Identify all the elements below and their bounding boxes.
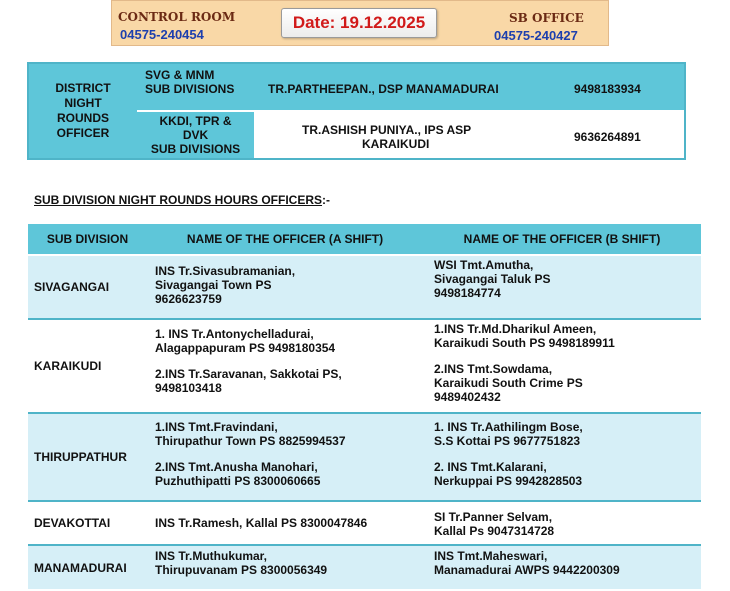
control-room-phone: 04575-240454 — [120, 27, 204, 42]
officer-line: Sivagangai Taluk PS — [434, 272, 551, 286]
district-title-line: NIGHT — [64, 96, 102, 110]
officer-line: 9498103418 — [155, 381, 222, 395]
officer-line: Alagappapuram PS 9498180354 — [155, 341, 336, 355]
officer-line: 1.INS Tmt.Fravindani, — [155, 420, 278, 434]
column-header: NAME OF THE OFFICER (A SHIFT) — [147, 224, 423, 255]
table-row — [28, 319, 701, 413]
table-row — [28, 545, 701, 589]
officer-line: INS Tr.Muthukumar, — [155, 549, 268, 563]
sub-division-cell: SIVAGANGAI — [28, 255, 147, 319]
sub-division-cell: KARAIKUDI — [28, 319, 147, 413]
officer-line: 1. INS Tr.Antonychelladurai, — [155, 327, 314, 341]
district-row-1 — [137, 64, 684, 110]
officer-line: SI Tr.Panner Selvam, — [434, 510, 553, 524]
header-banner — [111, 0, 609, 46]
sub-division-label: DVK — [182, 128, 209, 142]
sub-division-cell: MANAMADURAI — [28, 545, 147, 589]
officer-line: Kallal Ps 9047314728 — [434, 524, 555, 538]
officer-line: Manamadurai AWPS 9442200309 — [434, 563, 620, 577]
district-officer-box — [27, 62, 686, 160]
a-shift-cell — [147, 255, 423, 319]
sub-division-table — [28, 224, 701, 589]
b-shift-cell — [423, 545, 701, 589]
officer-line: INS Tr.Ramesh, Kallal PS 8300047846 — [155, 516, 368, 530]
control-room-label: CONTROL ROOM — [118, 10, 236, 24]
officer-line: INS Tmt.Maheswari, — [434, 549, 548, 563]
a-shift-cell — [147, 319, 423, 413]
officer-line: WSI Tmt.Amutha, — [434, 258, 534, 272]
a-shift-cell — [147, 501, 423, 545]
officer-line: 9489402432 — [434, 390, 501, 404]
officer-line: 2.INS Tmt.Anusha Manohari, — [155, 460, 318, 474]
officer-line: 2.INS Tmt.Sowdama, — [434, 362, 553, 376]
officer-line: 1.INS Tr.Md.Dharikul Ameen, — [434, 322, 597, 336]
a-shift-cell — [147, 413, 423, 501]
b-shift-cell — [423, 319, 701, 413]
date-box: Date: 19.12.2025 — [281, 8, 437, 38]
district-title-line: DISTRICT — [55, 81, 111, 95]
table-header-row — [28, 224, 701, 255]
officer-line: 9498184774 — [434, 286, 501, 300]
officer-line: 2. INS Tmt.Kalarani, — [434, 460, 547, 474]
district-title-line: OFFICER — [56, 126, 110, 140]
officer-line: 9626623759 — [155, 292, 222, 306]
district-title-line: ROUNDS — [56, 111, 109, 125]
section-title-suffix: :- — [322, 193, 331, 207]
district-row-2-subdivision — [137, 112, 254, 158]
sub-division-cell: DEVAKOTTAI — [28, 501, 147, 545]
officer-name: TR.ASHISH PUNIYA., IPS ASP — [302, 123, 472, 137]
table-row — [28, 501, 701, 545]
officer-line: Karaikudi South PS 9498189911 — [434, 336, 615, 350]
officer-phone: 9636264891 — [574, 130, 641, 144]
b-shift-cell — [423, 501, 701, 545]
officer-name: TR.PARTHEEPAN., DSP MANAMADURAI — [268, 82, 499, 96]
officer-line: Sivagangai Town PS — [155, 278, 272, 292]
section-title-text: SUB DIVISION NIGHT ROUNDS HOURS OFFICERS — [34, 193, 323, 207]
sb-office-label: SB OFFICE — [509, 11, 584, 25]
officer-line: S.S Kottai PS 9677751823 — [434, 434, 581, 448]
column-header: NAME OF THE OFFICER (B SHIFT) — [423, 224, 701, 255]
column-header: SUB DIVISION — [28, 224, 147, 255]
officer-line: Puzhuthipatti PS 8300060665 — [155, 474, 321, 488]
section-title — [34, 193, 330, 207]
a-shift-cell — [147, 545, 423, 589]
table-row — [28, 255, 701, 319]
sub-division-label: SUB DIVISIONS — [150, 142, 241, 156]
officer-line: Karaikudi South Crime PS — [434, 376, 583, 390]
officer-line: 1. INS Tr.Aathilingm Bose, — [434, 420, 583, 434]
sub-division-label: SVG & MNM — [145, 68, 215, 82]
officer-line: INS Tr.Sivasubramanian, — [155, 264, 296, 278]
officer-phone: 9498183934 — [574, 82, 641, 96]
sub-division-label: KKDI, TPR & — [159, 114, 232, 128]
officer-name: KARAIKUDI — [362, 137, 430, 151]
district-title — [29, 64, 137, 158]
officer-line: 2.INS Tr.Saravanan, Sakkotai PS, — [155, 367, 342, 381]
officer-line: Nerkuppai PS 9942828503 — [434, 474, 583, 488]
officer-line: Thirupathur Town PS 8825994537 — [155, 434, 346, 448]
sub-division-cell: THIRUPPATHUR — [28, 413, 147, 501]
table-row — [28, 413, 701, 501]
b-shift-cell — [423, 413, 701, 501]
officer-line: Thirupuvanam PS 8300056349 — [155, 563, 328, 577]
sb-office-phone: 04575-240427 — [494, 28, 578, 43]
b-shift-cell — [423, 255, 701, 319]
sub-division-label: SUB DIVISIONS — [145, 82, 235, 96]
